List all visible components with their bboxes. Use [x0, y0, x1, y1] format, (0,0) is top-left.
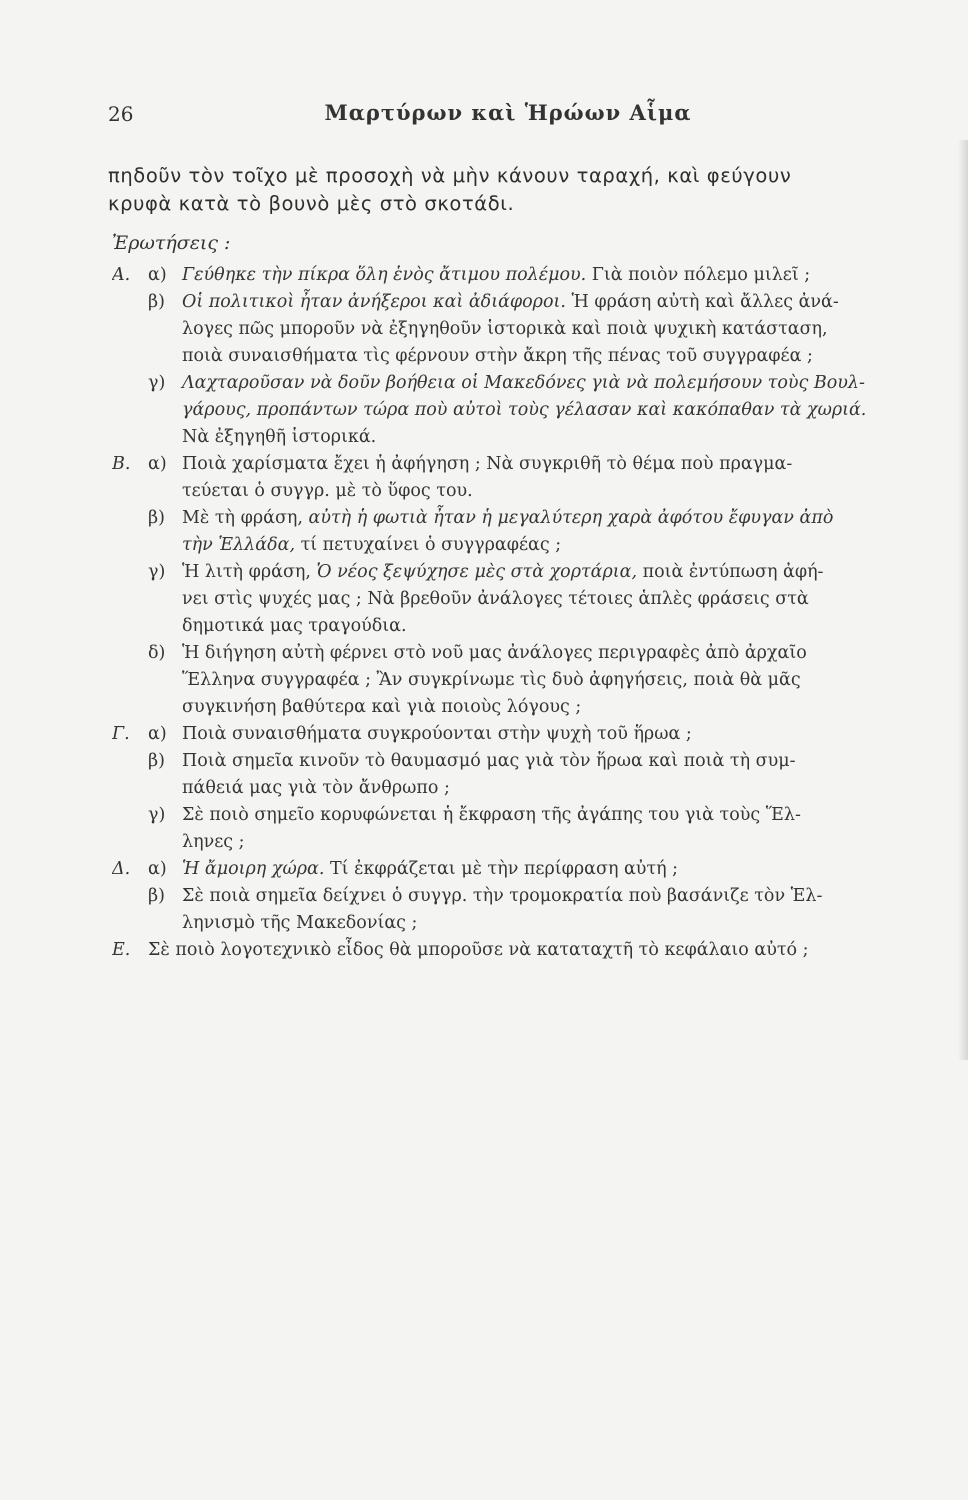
question-row — [112, 424, 960, 451]
question-row — [112, 748, 960, 775]
question-text: Σὲ ποιὸ σημεῖο κορυφώνεται ἡ ἔκφραση τῆς ἀγάπης του γιὰ τοὺς Ἕλ- — [182, 805, 801, 825]
question-text: λογες πῶς μποροῦν νὰ ἐξηγηθοῦν ἱστορικὰ καὶ ποιὰ ψυχικὴ κατάσταση, — [182, 319, 828, 339]
question-row — [112, 829, 960, 856]
question-text: πάθειά μας γιὰ τὸν ἄνθρωπο ; — [182, 778, 450, 798]
question-text: Ἕλληνα συγγραφέα ; Ἂν συγκρίνωμε τὶς δυὸ ἀφηγήσεις, ποιὰ θὰ μᾶς — [182, 670, 801, 690]
section-letter: Β. — [112, 454, 131, 474]
question-text: ληνισμὸ τῆς Μακεδονίας ; — [182, 913, 418, 933]
question-row — [112, 397, 960, 424]
question-quote: Λαχταροῦσαν νὰ δοῦν βοήθεια οἱ Μακεδόνες γιὰ νὰ πολεμήσουν τοὺς Βουλ- — [182, 373, 865, 393]
question-text: τί πετυχαίνει ὁ συγγραφέας ; — [295, 535, 562, 555]
section-letter: Α. — [112, 265, 131, 285]
section-letter: Γ. — [112, 724, 130, 744]
question-row — [112, 721, 960, 748]
question-text: Ποιὰ συναισθήματα συγκρούονται στὴν ψυχὴ τοῦ ἥρωα ; — [182, 724, 692, 744]
question-row — [112, 505, 960, 532]
section-letter: Δ. — [112, 859, 131, 879]
question-row — [112, 559, 960, 586]
question-text: Νὰ ἐξηγηθῆ ἱστορικά. — [182, 427, 377, 447]
question-text: Ἡ διήγηση αὐτὴ φέρνει στὸ νοῦ μας ἀνάλογες περιγραφὲς ἀπὸ ἀρχαῖο — [182, 643, 807, 663]
question-marker: γ) — [148, 805, 166, 825]
question-row — [112, 775, 960, 802]
section-letter: Ε. — [112, 940, 131, 960]
question-text: ληνες ; — [182, 832, 245, 852]
questions-list — [112, 262, 960, 964]
question-text: συγκινήση βαθύτερα καὶ γιὰ ποιοὺς λόγους ; — [182, 697, 582, 717]
question-row — [112, 262, 960, 289]
question-row — [112, 451, 960, 478]
question-text: Ἡ λιτὴ φράση, — [182, 562, 317, 582]
question-row — [112, 532, 960, 559]
question-text: Σὲ ποιὸ λογοτεχνικὸ εἶδος θὰ μποροῦσε νὰ καταταχτῆ τὸ κεφάλαιο αὐτό ; — [148, 940, 809, 960]
question-text: νει στὶς ψυχές μας ; Νὰ βρεθοῦν ἀνάλογες τέτοιες ἁπλὲς φράσεις στὰ — [182, 589, 809, 609]
question-marker: α) — [148, 859, 167, 879]
question-marker: β) — [148, 292, 165, 312]
question-text: τεύεται ὁ συγγρ. μὲ τὸ ὕφος του. — [182, 481, 473, 501]
question-row — [112, 910, 960, 937]
page-header — [108, 100, 908, 140]
question-row — [112, 316, 960, 343]
question-marker: α) — [148, 265, 167, 285]
question-text: Γιὰ ποιὸν πόλεμο μιλεῖ ; — [586, 265, 811, 285]
question-row — [112, 370, 960, 397]
question-row — [112, 478, 960, 505]
question-row — [112, 289, 960, 316]
question-quote: Γεύθηκε τὴν πίκρα ὅλη ἑνὸς ἄτιμου πολέμου. — [182, 265, 587, 285]
question-text: δημοτικά μας τραγούδια. — [182, 616, 407, 636]
question-row — [112, 694, 960, 721]
question-quote: γάρους, προπάντων τώρα ποὺ αὐτοὶ τοὺς γέλασαν καὶ κακόπαθαν τὰ χωριά. — [182, 400, 867, 420]
question-quote: Οἱ πολιτικοὶ ἦταν ἀνήξεροι καὶ ἀδιάφοροι. — [182, 292, 566, 312]
question-marker: β) — [148, 508, 165, 528]
question-text: Τί ἐκφράζεται μὲ τὴν περίφραση αὐτή ; — [324, 859, 679, 879]
question-row — [112, 937, 960, 964]
question-row — [112, 856, 960, 883]
question-quote: Ὁ νέος ξεψύχησε μὲς στὰ χορτάρια, — [316, 562, 638, 582]
question-row — [112, 667, 960, 694]
question-text: ποιὰ ἐντύπωση ἀφή- — [637, 562, 824, 582]
question-text: Ἡ φράση αὐτὴ καὶ ἄλλες ἀνά- — [565, 292, 839, 312]
question-quote: Ἡ ἄμοιρη χώρα. — [182, 859, 325, 879]
question-marker: γ) — [148, 373, 166, 393]
question-marker: β) — [148, 886, 165, 906]
question-marker: α) — [148, 724, 167, 744]
question-row — [112, 802, 960, 829]
narrative-text — [108, 162, 958, 218]
question-marker: δ) — [148, 643, 166, 663]
question-row — [112, 640, 960, 667]
question-text: Σὲ ποιὰ σημεῖα δείχνει ὁ συγγρ. τὴν τρομοκρατία ποὺ βασάνιζε τὸν Ἑλ- — [182, 886, 823, 906]
question-marker: α) — [148, 454, 167, 474]
question-row — [112, 883, 960, 910]
questions-heading: Ἐρωτήσεις : — [112, 232, 231, 254]
page-number: 26 — [108, 102, 134, 126]
question-text: Ποιὰ σημεῖα κινοῦν τὸ θαυμασμό μας γιὰ τὸν ἥρωα καὶ ποιὰ τὴ συμ- — [182, 751, 796, 771]
question-marker: γ) — [148, 562, 166, 582]
question-quote: αὐτὴ ἡ φωτιὰ ἦταν ἡ μεγαλύτερη χαρὰ ἀφότου ἔφυγαν ἀπὸ — [308, 508, 834, 528]
question-row — [112, 343, 960, 370]
question-text: Μὲ τὴ φράση, — [182, 508, 309, 528]
question-row — [112, 586, 960, 613]
running-title: Μαρτύρων καὶ Ἡρώων Αἷμα — [324, 100, 692, 125]
question-row — [112, 613, 960, 640]
question-text: Ποιὰ χαρίσματα ἔχει ἡ ἀφήγηση ; Νὰ συγκριθῆ τὸ θέμα ποὺ πραγμα- — [182, 454, 793, 474]
question-quote: τὴν Ἑλλάδα, — [182, 535, 296, 555]
question-marker: β) — [148, 751, 165, 771]
narrative-line: κρυφὰ κατὰ τὸ βουνὸ μὲς στὸ σκοτάδι. — [108, 192, 515, 215]
narrative-line: πηδοῦν τὸν τοῖχο μὲ προσοχὴ νὰ μὴν κάνουν ταραχή, καὶ φεύγουν — [108, 164, 792, 187]
question-text: ποιὰ συναισθήματα τὶς φέρνουν στὴν ἄκρη τῆς πένας τοῦ συγγραφέα ; — [182, 346, 813, 366]
